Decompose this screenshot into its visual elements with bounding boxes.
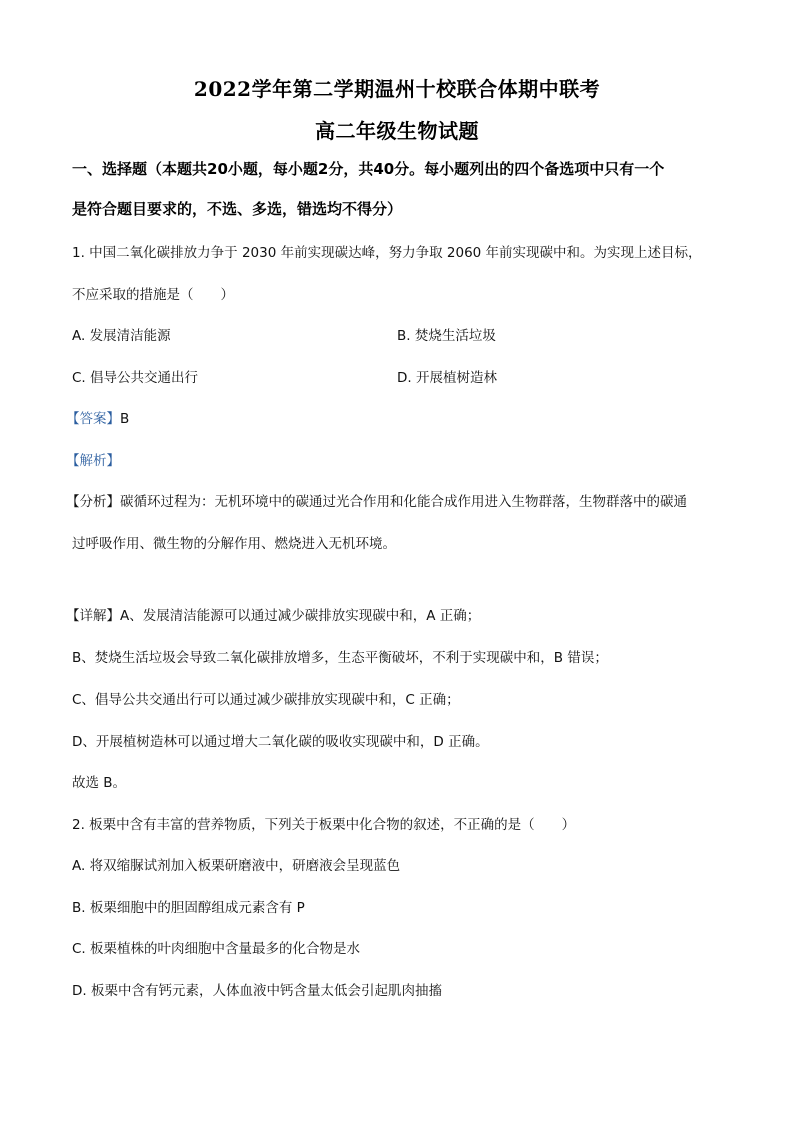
- q1-detail-line3: C、倡导公共交通出行可以通过减少碳排放实现碳中和，C 正确；: [72, 692, 460, 708]
- q2-option-d: D. 板栗中含有钙元素，人体血液中钙含量太低会引起肌肉抽搐: [72, 983, 442, 999]
- q1-detail-line2: B、焚烧生活垃圾会导致二氧化碳排放增多，生态平衡破坏，不利于实现碳中和，B 错误；: [72, 650, 608, 666]
- q1-answer: [66, 407, 129, 427]
- detail-text-line1: A、发展清洁能源可以通过减少碳排放实现碳中和，A 正确；: [120, 608, 481, 624]
- q1-stem-line2: 不应采取的措施是（ ）: [72, 287, 234, 303]
- answer-value: B: [120, 411, 130, 427]
- analysis-tag: 【解析】: [66, 453, 120, 469]
- q1-conclusion: 故选 B。: [72, 775, 127, 791]
- q1-stem-line1: 1. 中国二氧化碳排放力争于 2030 年前实现碳达峰，努力争取 2060 年前实现碳中和。为实现上述目标，: [72, 245, 702, 261]
- section-heading-line1: 一、选择题（本题共20小题，每小题2分，共40分。每小题列出的四个备选项中只有一个: [72, 160, 665, 178]
- exam-title: 2022学年第二学期温州十校联合体期中联考: [193, 77, 601, 101]
- q1-option-d: D. 开展植树造林: [397, 370, 497, 386]
- fenxi-text-line1: 碳循环过程为：无机环境中的碳通过光合作用和化能合成作用进入生物群落，生物群落中的碳通: [120, 494, 687, 510]
- section-heading-line2: 是符合题目要求的，不选、多选，错选均不得分）: [72, 200, 403, 218]
- answer-tag: 【答案】: [66, 411, 120, 427]
- q1-option-b: B. 焚烧生活垃圾: [397, 328, 496, 344]
- q1-fenxi-line2: 过呼吸作用、微生物的分解作用、燃烧进入无机环境。: [72, 536, 396, 552]
- fenxi-tag: 【分析】: [66, 494, 120, 510]
- exam-subtitle: 高二年级生物试题: [315, 119, 479, 143]
- q1-fenxi-line1: [66, 490, 687, 510]
- q2-option-a: A. 将双缩脲试剂加入板栗研磨液中，研磨液会呈现蓝色: [72, 858, 401, 874]
- q1-detail-line1: [66, 604, 480, 624]
- detail-tag: 【详解】: [66, 608, 120, 624]
- q2-option-c: C. 板栗植株的叶肉细胞中含量最多的化合物是水: [72, 941, 361, 957]
- q2-option-b: B. 板栗细胞中的胆固醇组成元素含有 P: [72, 900, 305, 916]
- q2-stem: 2. 板栗中含有丰富的营养物质，下列关于板栗中化合物的叙述，不正确的是（ ）: [72, 817, 576, 833]
- q1-detail-line4: D、开展植树造林可以通过增大二氧化碳的吸收实现碳中和，D 正确。: [72, 734, 489, 750]
- q1-option-a: A. 发展清洁能源: [72, 328, 171, 344]
- q1-option-c: C. 倡导公共交通出行: [72, 370, 199, 386]
